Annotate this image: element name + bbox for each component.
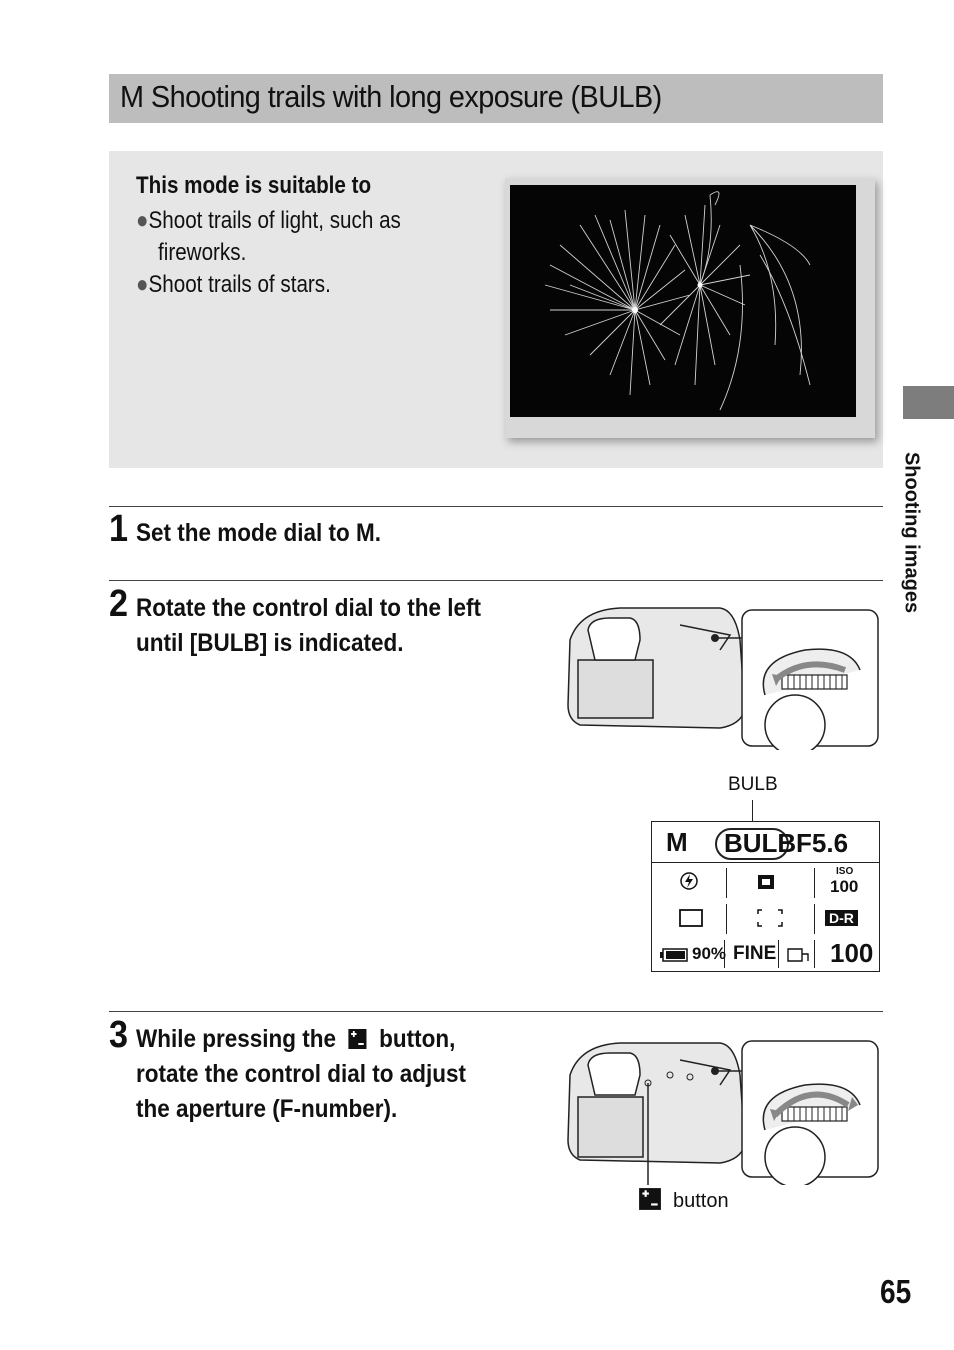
exposure-compensation-icon — [348, 1028, 368, 1050]
flash-icon — [679, 871, 699, 891]
lcd-iso-value: 100 — [830, 877, 859, 896]
lcd-iso-label: ISO — [836, 866, 854, 877]
camera-top-illustration — [560, 1035, 882, 1185]
lcd-divider — [814, 940, 815, 968]
lcd-dro: D-R — [825, 910, 858, 926]
step-3-number: 3 — [109, 1014, 129, 1056]
step-divider — [109, 580, 883, 581]
battery-icon — [660, 948, 688, 962]
mode-letter: M — [120, 79, 144, 114]
lcd-divider — [778, 940, 779, 968]
lcd-battery: 90% — [692, 944, 727, 963]
step-2-number: 2 — [109, 583, 129, 625]
step-divider — [109, 1011, 883, 1012]
bullet-dot: ● — [136, 207, 149, 234]
suitable-heading: This mode is suitable to — [136, 172, 372, 199]
page-number: 65 — [880, 1273, 912, 1310]
bullet-text: Shoot trails of stars. — [148, 271, 331, 298]
step-3-line-3: the aperture (F-number). — [136, 1095, 398, 1123]
side-chapter-tab — [903, 386, 954, 419]
camera-back-illustration — [560, 600, 882, 750]
section-title — [120, 79, 662, 115]
lcd-divider — [652, 862, 879, 863]
lcd-shutter: BULB — [724, 828, 797, 858]
step-3-line-2: rotate the control dial to adjust — [136, 1060, 467, 1088]
lcd-divider — [814, 868, 815, 898]
image-size-icon — [787, 948, 809, 962]
exposure-compensation-icon — [638, 1187, 662, 1211]
side-chapter-label: Shooting images — [900, 451, 923, 614]
fireworks-photo — [510, 185, 856, 417]
bullet-item-2 — [136, 269, 331, 301]
lcd-mode: M — [666, 827, 688, 857]
lcd-shots-remaining: 100 — [830, 938, 874, 968]
lcd-quality: FINE — [733, 943, 777, 964]
section-title-text: Shooting trails with long exposure (BULB) — [150, 79, 662, 114]
step-2-line-1: Rotate the control dial to the left — [136, 594, 482, 622]
button-callout-label: button — [673, 1190, 729, 1212]
step-1-number: 1 — [109, 508, 129, 550]
drive-mode-icon — [679, 909, 703, 927]
step-3-text-b: button, — [379, 1025, 456, 1053]
bullet-text: Shoot trails of light, such as — [148, 207, 401, 234]
bullet-item-1-cont: fireworks. — [158, 239, 247, 266]
lcd-divider — [726, 868, 727, 898]
step-divider — [109, 506, 883, 507]
step-3-text-a: While pressing the — [136, 1025, 337, 1053]
step-2-line-2: until [BULB] is indicated. — [136, 629, 404, 657]
lcd-divider — [814, 904, 815, 934]
metering-icon — [757, 874, 775, 890]
focus-area-icon — [757, 909, 783, 927]
bullet-dot: ● — [136, 271, 149, 298]
step-1-text: Set the mode dial to M. — [136, 519, 382, 547]
step-3-line-1 — [136, 1022, 455, 1057]
lcd-aperture: F5.6 — [796, 828, 849, 858]
bulb-callout-label: BULB — [728, 774, 778, 795]
bullet-item-1 — [136, 205, 401, 237]
lcd-divider — [726, 904, 727, 934]
